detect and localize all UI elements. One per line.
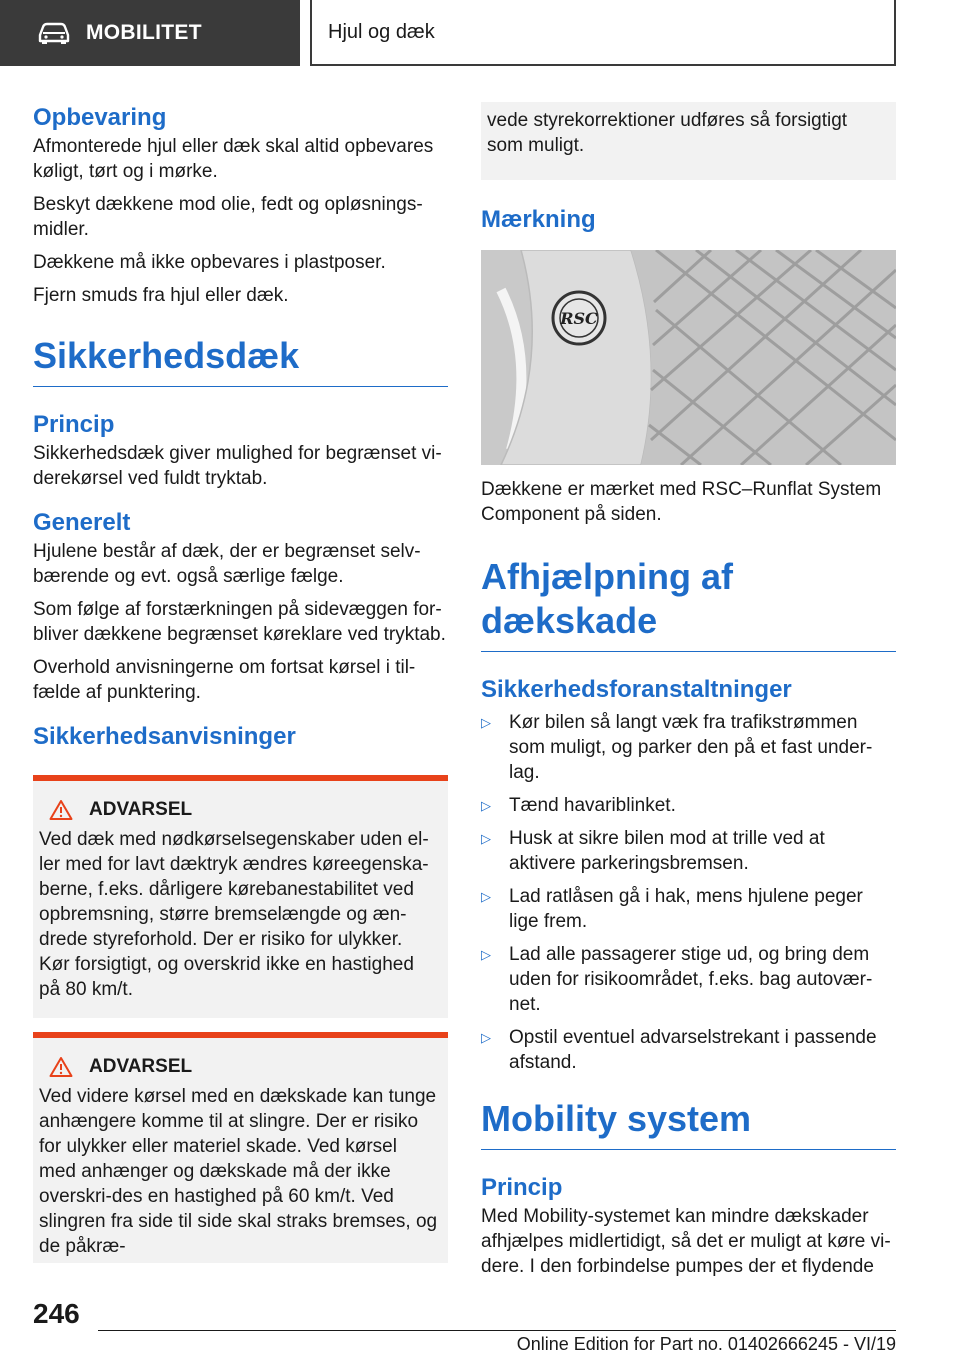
page-number: 246 [33, 1298, 80, 1329]
rsc-logo [553, 292, 605, 344]
list-item: ▷ Kør bilen så langt væk fra trafikstrømmen som muligt, og parker den på et fast under-lag. [481, 712, 873, 783]
list-item: ▷ Opstil eventuel advarselstrekant i passende afstand. [481, 1027, 877, 1073]
heading-sikkerhedsanvisninger: Sikkerhedsanvisninger [33, 723, 296, 750]
list-item: ▷ Lad alle passagerer stige ud, og bring dem uden for risikoområdet, f.eks. bag autovær-net. [481, 944, 873, 1015]
heading-princip: Princip [481, 1174, 563, 1201]
bullet-triangle-icon: ▷ [481, 831, 491, 846]
paragraph: Fjern smuds fra hjul eller dæk. [33, 285, 289, 306]
svg-text:RSC: RSC [560, 309, 598, 328]
bullet-triangle-icon: ▷ [481, 889, 491, 904]
car-icon [36, 21, 72, 45]
warning-box [33, 1032, 448, 1263]
bullet-triangle-icon: ▷ [481, 798, 491, 813]
paragraph: Sikkerhedsdæk giver mulighed for begrænset vi-derekørsel ved fuldt tryktab. [33, 443, 442, 489]
edition-text: Online Edition for Part no. 01402666245 - VI/19 [516, 1334, 896, 1354]
tire-image [481, 250, 896, 465]
chapter-title: Hjul og dæk [328, 20, 435, 43]
paragraph: Afmonterede hjul eller dæk skal altid opbevares køligt, tørt og i mørke. [33, 136, 434, 182]
warning-header [49, 799, 438, 821]
heading-generelt: Generelt [33, 509, 131, 536]
warning-continuation [481, 102, 896, 180]
paragraph: Dækkene må ikke opbevares i plastposer. [33, 252, 386, 273]
warning-box [33, 775, 448, 1018]
list-item: ▷ Husk at sikre bilen mod at trille ved at aktivere parkeringsbremsen. [481, 828, 825, 874]
bullet-triangle-icon: ▷ [481, 715, 491, 730]
warning-text: Ved dæk med nødkørselsegenskaber uden el-ler med for lavt dæktryk ændres køreegenska-berne, f.eks. dårligere kørebanestabilitet ved opbremsning, større bremselængde og æn-drede styreforhold. Der er risiko for ulykker. Kør forsigtigt, og overskrid ikke en hastighed på 80 km/t. [39, 829, 429, 1000]
heading-sikkerhedsdaek: Sikkerhedsdæk [33, 334, 448, 387]
image-caption: Dækkene er mærket med RSC–Runflat System Component på siden. [481, 479, 882, 525]
section-header [0, 0, 300, 66]
heading-princip: Princip [33, 411, 115, 438]
warning-text: Ved videre kørsel med en dækskade kan tunge anhængere komme til at slingre. Der er risiko for ulykker eller materiel skade. Ved kørsel med anhænger og dækskade må der ikke overskri-des en hastighed på 60 km/t. Ved slingren fra side til side skal straks bremses, og de påkræ- [39, 1086, 438, 1257]
section-title: MOBILITET [86, 21, 202, 44]
warning-text: vede styrekorrektioner udføres så forsigtigt som muligt. [487, 110, 848, 156]
safety-steps-list [481, 710, 896, 1075]
list-item: ▷ Tænd havariblinket. [481, 795, 676, 816]
paragraph: Med Mobility-systemet kan mindre dækskader afhjælpes midlertidigt, så det er muligt at køre vi-dere. I den forbindelse pumpes der et flydende [481, 1206, 891, 1277]
warning-icon [49, 799, 73, 821]
warning-icon [49, 1056, 73, 1078]
heading-afhjaelpning: Afhjælpning af dækskade [481, 555, 896, 652]
warning-label: ADVARSEL [89, 799, 193, 820]
warning-header [49, 1056, 438, 1078]
heading-opbevaring: Opbevaring [33, 104, 167, 131]
footer-divider [98, 1330, 896, 1331]
right-column [481, 102, 896, 1287]
left-column [33, 96, 448, 1263]
chapter-header [310, 0, 896, 66]
warning-label: ADVARSEL [89, 1056, 193, 1077]
paragraph: Som følge af forstærkningen på sidevæggen for-bliver dækkene begrænset køreklare ved tryktab. [33, 599, 446, 645]
paragraph: Hjulene består af dæk, der er begrænset selv-bærende og evt. også særlige fælge. [33, 541, 421, 587]
bullet-triangle-icon: ▷ [481, 1030, 491, 1045]
heading-mobility-system: Mobility system [481, 1097, 896, 1150]
paragraph: Overhold anvisningerne om fortsat kørsel i til-fælde af punktering. [33, 657, 416, 703]
heading-sikkerhedsforanstaltninger: Sikkerhedsforanstaltninger [481, 676, 792, 703]
list-item: ▷ Lad ratlåsen gå i hak, mens hjulene peger lige frem. [481, 886, 863, 932]
heading-maerkning: Mærkning [481, 206, 596, 233]
bullet-triangle-icon: ▷ [481, 947, 491, 962]
tire-illustration [481, 250, 896, 465]
paragraph: Beskyt dækkene mod olie, fedt og opløsnings-midler. [33, 194, 423, 240]
